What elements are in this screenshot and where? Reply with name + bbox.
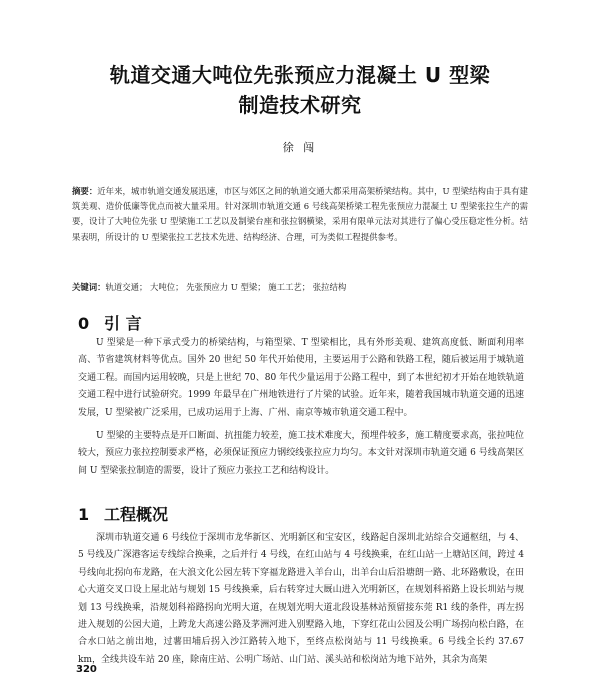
section-heading-project (78, 502, 168, 525)
keywords-text: 轨道交通； 大吨位； 先张预应力 U 型梁； 施工工艺； 张拉结构 (105, 282, 347, 292)
abstract-label: 摘要： (72, 186, 98, 196)
title-line-1: 轨道交通大吨位先张预应力混凝土 U 型梁 (109, 63, 491, 87)
project-paragraph-1: 深圳市轨道交通 6 号线位于深圳市龙华新区、光明新区和宝安区，线路起自深圳北站综合交通枢纽，与 4、5 号线及广深港客运专线综合换乘，之后并行 4 号线，在红山站与 4 号线换乘，在红山站一上塘站区间，跨过 4 号线向北拐向布龙路，在大浪文化公园左转下穿福龙路进入羊台山，出羊台山后沿塘朗一路、北环路敷设，在田心大道交叉口设上屋北站与规划 15 号线换乘，后右转穿过大厩山进入光明新区，在规划科裕路上设长圳站与规划 13 号线换乘，沿规划科裕路拐向光明大道，在规划光明大道北段设基林站预留接东莞 R1 线的条件，再左拐进入规划的公园大道，上跨龙大高速公路及茅洲河进入别墅路入地，下穿红花山公园及公明广场拐向松白路，在合水口站之前出地，过薯田埔后拐入沙江路转入地下，至终点松岗站与 11 号线换乘。6 号线全长约 37.67 km，全线共设车站 20 座，除南庄站、公明广场站、山门站、溪头站和松岗站为地下站外，其余为高架 (78, 533, 524, 665)
keywords-label: 关键词： (72, 282, 106, 292)
keywords (72, 280, 528, 294)
section-heading-intro (78, 311, 142, 334)
section-title-intro: 引 言 (104, 314, 142, 333)
author: 徐 闯 (282, 141, 318, 154)
section-number-intro: 0 (78, 314, 90, 333)
abstract-text: 近年来，城市轨道交通发展迅速，市区与郊区之间的轨道交通大都采用高架桥梁结构。其中，U 型梁结构由于具有建筑美观、造价低廉等优点而被大量采用。针对深圳市轨道交通 6 号线高架桥梁工程先张预应力混凝土 U 型梁张拉生产的需要，设计了大吨位先张 U 型梁施工工艺以及制梁台座和张拉钢横梁，采用有限单元法对其进行了偏心受压稳定性分析。结果表明，所设计的 U 型梁张拉工艺技术先进、结构经济、合理，可为类似工程提供参考。 (72, 186, 529, 242)
abstract (72, 184, 528, 245)
title-line-2: 制造技术研究 (238, 93, 362, 117)
page-number: 320 (76, 664, 97, 675)
intro-paragraph-1: U 型梁是一种下承式受力的桥梁结构，与箱型梁、T 型梁相比，具有外形美观、建筑高度低、断面利用率高、节省建筑材料等优点。国外 20 世纪 50 年代开始使用，主要运用于公路和铁路工程，随后被运用于城轨道交通工程。而国内运用较晚，只是上世纪 70、80 年代少量运用于公路工程中，到了本世纪初才开始在地铁轨道交通工程中进行试验研究。1999 年最早在广州地铁进行了片梁的试验。近年来，随着我国城市轨道交通的迅速发展，U 型梁被广泛采用，已成功运用于上海、广州、南京等城市轨道交通工程中。 (78, 338, 524, 418)
section-number-project: 1 (78, 505, 90, 524)
section-title-project: 工程概况 (104, 505, 169, 524)
intro-paragraph-2: U 型梁的主要特点是开口断面、抗扭能力较差，施工技术难度大，预埋件较多，施工精度要求高，张拉吨位较大，预应力张拉控制要求严格，必须保证预应力钢绞线张拉应力均匀。本文针对深圳市轨道交通 6 号线高架区间 U 型梁张拉制造的需要，设计了预应力张拉工艺和结构设计。 (78, 431, 524, 476)
